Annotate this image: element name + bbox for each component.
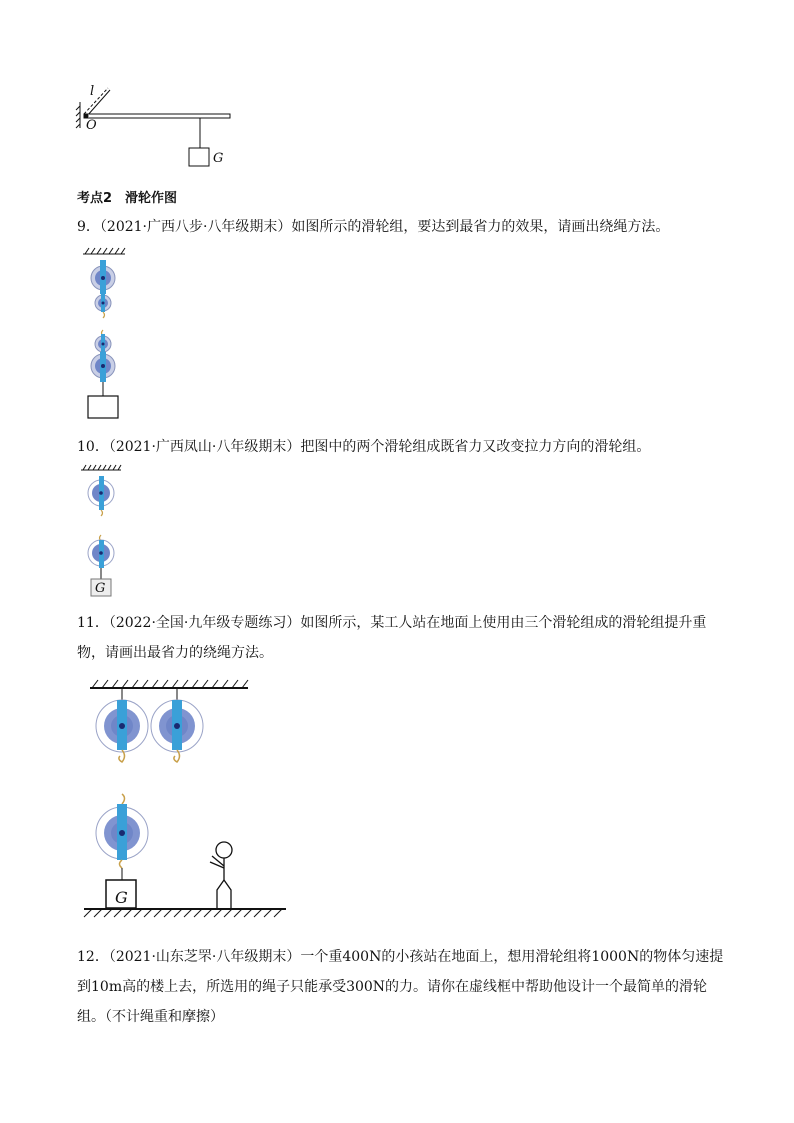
worker-figure: [210, 842, 232, 908]
section-heading: 考点2 滑轮作图: [77, 191, 178, 206]
label-l: l: [90, 84, 95, 99]
moving-pulley: [96, 794, 148, 868]
ground-hatch: [84, 909, 286, 917]
wall-hatch: [76, 102, 80, 128]
hook-icon: [101, 510, 103, 516]
ceiling-hatch: [90, 680, 248, 688]
load-box: [88, 396, 118, 418]
force-arm-dashed: [84, 88, 108, 114]
question-12-line-1: 12．（2021·山东芝罘·八年级期末）一个重400N的小孩站在地面上，想用滑轮组将1000N的物体匀速提: [77, 949, 724, 965]
fixed-pulley: [88, 476, 114, 510]
ceiling-hatch: [83, 248, 125, 254]
hook-icon: [103, 312, 105, 318]
weight-box: [189, 148, 209, 166]
moving-pulley: [88, 540, 114, 568]
label-g-q11: G: [115, 888, 128, 907]
label-g-top: G: [213, 151, 224, 166]
question-9-text: 9．（2021·广西八步·八年级期末）如图所示的滑轮组，要达到最省力的效果，请画出绕绳方法。: [77, 219, 670, 235]
q10-pulley-figure: [75, 462, 145, 602]
fixed-pulley-small: [95, 294, 111, 312]
moving-pulley-large: [91, 352, 115, 382]
lever-bar: [84, 114, 230, 118]
question-10-text: 10．（2021·广西凤山·八年级期末）把图中的两个滑轮组成既省力又改变拉力方向的滑轮组。: [77, 439, 651, 455]
label-g-q10: G: [95, 581, 106, 596]
fixed-pulley-right: [151, 688, 203, 762]
question-12-line-3: 组。（不计绳重和摩擦）: [77, 1009, 224, 1025]
question-12-line-2: 到10m高的楼上去，所选用的绳子只能承受300N的力。请你在虚线框中帮助他设计一个最简单的滑轮: [77, 979, 708, 995]
q9-pulley-figure: [75, 248, 155, 438]
lever-figure: [70, 80, 310, 170]
fixed-pulley-large: [91, 260, 115, 294]
question-11-line-2: 物，请画出最省力的绕绳方法。: [77, 645, 273, 661]
fixed-pulley-left: [96, 688, 148, 762]
moving-pulley-small: [95, 334, 111, 352]
question-11-line-1: 11．（2022·全国·九年级专题练习）如图所示，某工人站在地面上使用由三个滑轮组成的滑轮组提升重: [77, 615, 707, 631]
label-o: O: [86, 118, 97, 133]
ceiling-hatch: [81, 465, 121, 470]
